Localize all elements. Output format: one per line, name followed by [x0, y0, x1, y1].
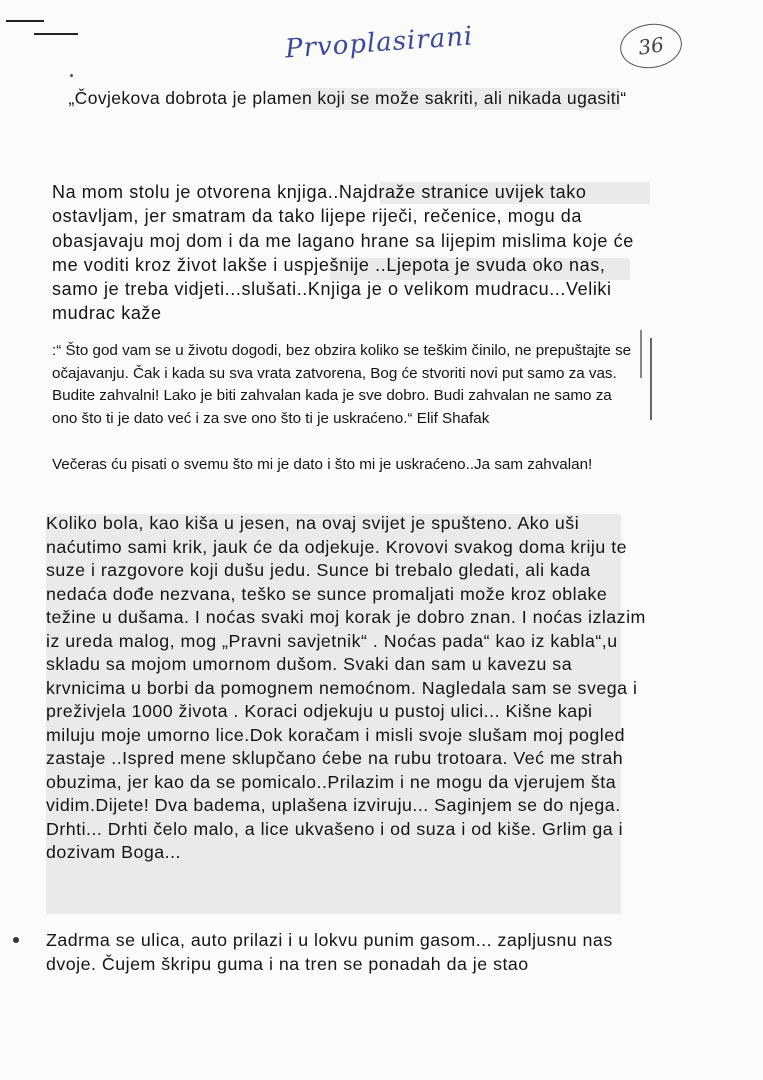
quote-block: :“ Što god vam se u životu dogodi, bez obzira koliko se teškim činilo, ne prepuštajte se očajavanju. Čak i kada su sva vrata zatvorena, Bog će stvoriti novi put samo za vas. Budite zahvalni! Lako je biti zahvalan kada je sve dobro. Budi zahvalan ne samo za ono što ti je dato već i za sve ono što ti je uskraćeno.“ Elif Shafak — [52, 342, 632, 427]
page-number-circle: 36 — [617, 20, 685, 72]
margin-line — [640, 330, 642, 378]
paragraph-continuation: Zadrma se ulica, auto prilazi i u lokvu punim gasom... zapljusnu nas dvoje. Čujem škripu guma i na tren se ponadah da je stao — [46, 930, 613, 974]
paragraph-gratitude: Večeras ću pisati o svemu što mi je dato i što mi je uskraćeno..Ja sam zahvalan! — [52, 456, 593, 473]
bullet-mark — [13, 937, 19, 943]
margin-line — [650, 338, 652, 420]
scan-mark — [34, 33, 78, 35]
scan-mark — [6, 20, 44, 22]
scan-speck — [70, 74, 73, 77]
handwritten-annotation: Prvoplasirani — [284, 21, 475, 65]
paragraph-intro: Na mom stolu je otvorena knjiga..Najdraže stranice uvijek tako ostavljam, jer smatram da tako lijepe riječi, rečenice, mogu da obasjavaju moj dom i da me lagano hrane sa lijepim mislima koje će me voditi kroz život lakše i uspješnije ..Ljepota je svuda oko nas, samo je treba vidjeti...slušati..Knjiga je o velikom mudracu...Veliki mudrac kaže — [52, 182, 634, 324]
paragraph-story: Koliko bola, kao kiša u jesen, na ovaj svijet je spušteno. Ako uši naćutimo sami krik, jauk će da odjekuje. Krovovi svakog doma kriju te suze i razgovore koji dušu jedu. Sunce bi trebalo gledati, ali kada nedaća dođe nezvana, teško se sunce promaljati može kroz oblake težine u dušama. I noćas svaki moj korak je dobro znan. I noćas izlazim iz ureda malog, mog „Pravni savjetnik“ . Noćas pada“ kao iz kabla“,u skladu sa mojom umornom dušom. Svaki dan sam u kavezu sa krvnicima u borbi da pomognem nemoćnom. Nagledala sam se svega i preživjela 1000 života . Koraci odjekuju u pustoj ulici... Kišne kapi miluju moje umorno lice.Dok koračam i misli svoje slušam moj pogled zastaje ..Ispred mene sklupčano ćebe na rubu trotoara. Već me strah obuzima, jer kao da se pomicalo..Prilazim i ne mogu da vjerujem šta vidim.Dijete! Dva badema, uplašena izviruju... Saginjem se do njega. Drhti... Drhti čelo malo, a lice ukvašeno i od suza i od kiše. Grlim ga i dozivam Boga... — [46, 513, 646, 862]
document-title: „Čovjekova dobrota je plamen koji se može sakriti, ali nikada ugasiti“ — [68, 88, 627, 108]
